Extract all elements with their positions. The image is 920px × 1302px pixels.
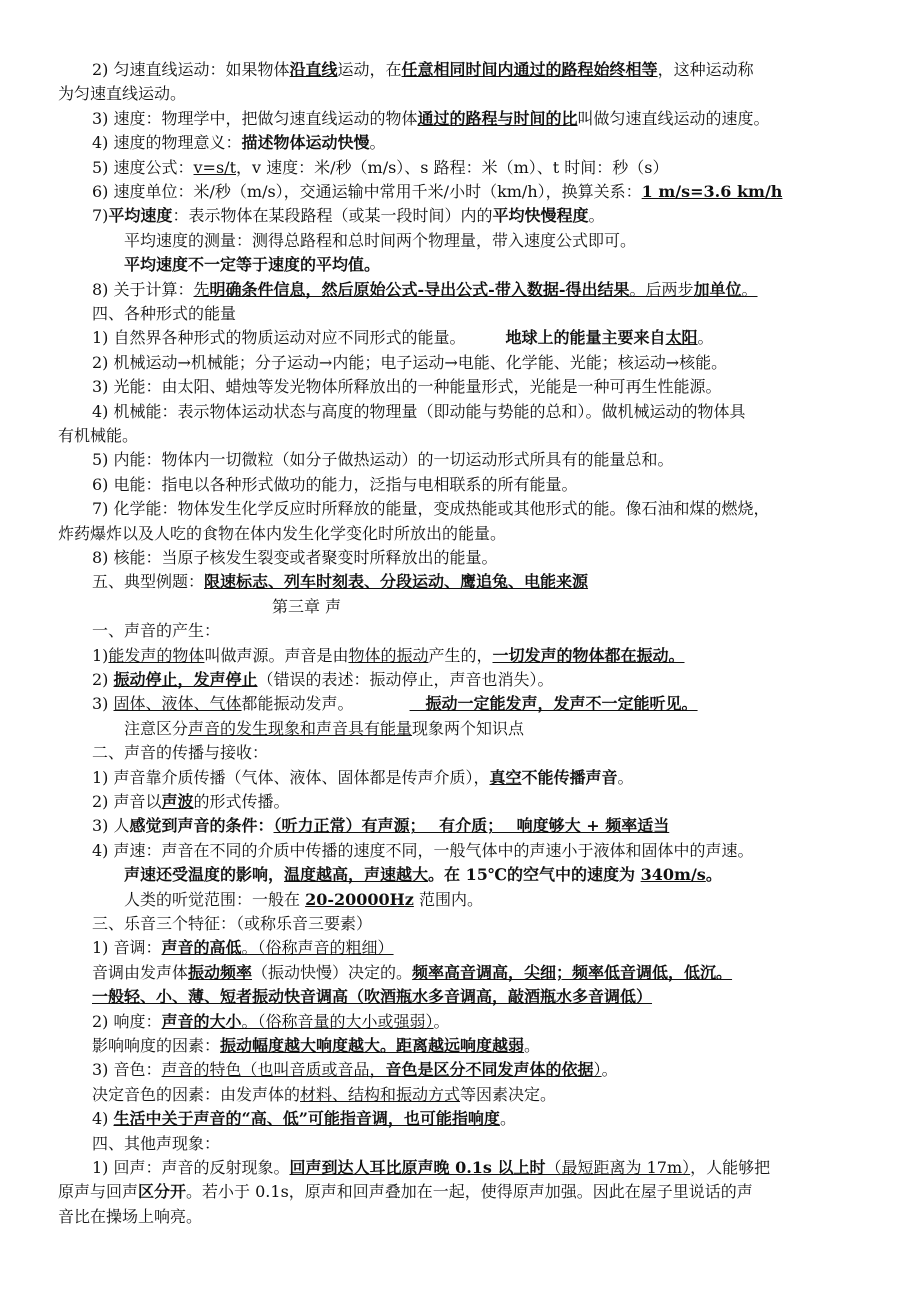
text-span: 1) 声音靠介质传播（气体、液体、固体都是传声介质）， xyxy=(92,767,490,787)
text-span: v=s/t xyxy=(193,157,236,177)
text-span: 4) 机械能：表示物体运动状态与高度的物理量（即动能与势能的总和）。做机械运动的物体具 xyxy=(92,401,746,421)
text-span: 等因素决定。 xyxy=(460,1084,557,1104)
text-line xyxy=(58,1180,920,1204)
text-span: 声音的大小 xyxy=(161,1011,242,1031)
text-span: 振动一定能发声，发声不一定能听见。 xyxy=(409,694,698,714)
text-line xyxy=(92,766,920,790)
text-span: 。后两步 xyxy=(629,279,694,299)
text-line xyxy=(92,278,920,302)
text-line xyxy=(92,107,920,131)
text-span: 有机械能。 xyxy=(58,426,139,445)
text-span: 7) xyxy=(92,206,109,226)
text-span: 2) 机械运动→机械能；分子运动→内能；电子运动→电能、化学能、光能；核运动→核能。 xyxy=(92,352,728,372)
text-line xyxy=(92,302,920,326)
text-span: ，这种运动称 xyxy=(657,60,754,79)
text-span: 为匀速直线运动。 xyxy=(58,84,187,104)
text-span: 振动幅度越大响度越大。距离越远响度越弱 xyxy=(220,1036,525,1055)
text-line xyxy=(92,473,920,497)
text-span: 声音的特色（也叫音质或音品， xyxy=(161,1060,386,1080)
text-line xyxy=(92,619,920,643)
text-line xyxy=(92,668,920,692)
text-line xyxy=(92,546,920,570)
text-span: 1) 回声：声音的反射现象。 xyxy=(92,1158,290,1177)
text-span: （听力正常）有声源； 有介质； 响度够大 + 频率适当 xyxy=(273,816,670,836)
text-span: 声音的高低 xyxy=(161,938,242,958)
text-span: 7) 化学能：物体发生化学反应时所释放的能量，变成热能或其他形式的能。像石油和煤的燃烧， xyxy=(92,499,770,519)
text-span: 真空 xyxy=(489,767,522,787)
text-span: 回声到达人耳比原声晚 0.1s 以上时 xyxy=(289,1158,546,1177)
text-span: 的形式传播。 xyxy=(193,792,290,811)
text-span: 第三章 声 xyxy=(272,596,342,616)
text-span: 8) 核能：当原子核发生裂变或者聚变时所释放出的能量。 xyxy=(92,548,498,567)
text-span: 限速标志、列车时刻表、分段运动、鹰追兔、电能来源 xyxy=(204,572,589,592)
text-span: 都能振动发声。 xyxy=(241,694,410,714)
text-span: 物体的振动 xyxy=(348,645,429,665)
text-span: 4) 速度的物理意义： xyxy=(92,133,242,153)
text-span: 运动，在 xyxy=(337,60,402,79)
text-span: 炸药爆炸以及人吃的食物在体内发生化学变化时所放出的能量。 xyxy=(58,523,507,543)
text-span: 四、其他声现象： xyxy=(92,1133,221,1153)
text-line xyxy=(92,1107,920,1131)
text-line xyxy=(124,229,920,253)
text-span: 2) 匀速直线运动：如果物体 xyxy=(92,60,290,79)
text-span: 不能传播声音 xyxy=(521,767,618,787)
text-line xyxy=(92,180,920,204)
text-span: 沿直线 xyxy=(289,60,338,79)
text-span: ，v 速度：米/秒（m/s）、s 路程：米（m）、t 时间：秒（s） xyxy=(236,157,669,177)
text-span: 一般轻、小、薄、短者振动快音调高（吹酒瓶水多音调高，敲酒瓶水多音调低） xyxy=(92,987,653,1007)
text-line xyxy=(92,912,920,936)
text-span: （最短距离为 17m） xyxy=(545,1158,691,1177)
text-line xyxy=(92,1010,920,1034)
text-span: 3) 速度：物理学中，把做匀速直线运动的物体 xyxy=(92,108,418,128)
text-span: 2) xyxy=(92,670,114,689)
text-span: 平均速度的测量：测得总路程和总时间两个物理量，带入速度公式即可。 xyxy=(124,230,637,250)
text-span: 感觉到声音的条件： xyxy=(129,816,274,836)
text-span: 1) 音调： xyxy=(92,938,162,958)
text-span: 音调由发声体 xyxy=(92,962,189,982)
text-span: 人类的听觉范围：一般在 xyxy=(124,889,306,909)
text-span: 1) xyxy=(92,645,109,665)
text-line xyxy=(92,448,920,472)
text-span: 声音的发生现象和声音具有能量 xyxy=(188,718,413,738)
text-span: 2) 响度： xyxy=(92,1011,162,1031)
text-span: （振动快慢）决定的。 xyxy=(252,962,413,982)
text-line xyxy=(92,692,920,716)
text-span: 。 xyxy=(369,133,386,153)
text-line xyxy=(92,58,920,82)
text-span: 一、声音的产生： xyxy=(92,621,221,641)
text-line xyxy=(92,131,920,155)
text-span: 叫做匀速直线运动的速度。 xyxy=(577,108,770,128)
text-line xyxy=(92,326,920,350)
text-span: 注意区分 xyxy=(124,718,189,738)
text-span: 区分开 xyxy=(138,1182,187,1202)
text-span: 4) 声速：声音在不同的介质中传播的速度不同，一般气体中的声速小于液体和固体中的声速。 xyxy=(92,840,754,860)
text-line xyxy=(58,82,920,106)
text-line xyxy=(92,1083,920,1107)
text-span: 描述物体运动快慢 xyxy=(241,133,370,153)
text-span: 叫做声源。声音是由 xyxy=(204,645,349,665)
text-span: 3) 光能：由太阳、蜡烛等发光物体所释放出的一种能量形式，光能是一种可再生性能源。 xyxy=(92,377,722,397)
text-span: 材料、结构和振动方式 xyxy=(300,1084,461,1104)
text-span: 平均快慢程度 xyxy=(492,206,589,226)
text-span: 温度越高，声速越大 xyxy=(284,865,429,885)
text-span: 三、乐音三个特征：（或称乐音三要素） xyxy=(92,914,373,933)
text-span: 3) 人 xyxy=(92,816,130,836)
text-span: 。 xyxy=(588,206,605,226)
text-span: 任意相同时间内通过的路程始终相等 xyxy=(401,60,658,79)
text-span: 频率高音调高，尖细；频率低音调低，低沉。 xyxy=(412,962,733,982)
text-span: 平均速度不一定等于速度的平均值。 xyxy=(124,255,381,275)
text-span: 平均速度 xyxy=(108,206,173,226)
text-span: 。 xyxy=(697,328,714,348)
text-span: 。 xyxy=(601,1060,618,1080)
text-line xyxy=(58,424,920,448)
text-line xyxy=(92,1132,920,1156)
text-span: 。在 15℃的空气中的速度为 xyxy=(428,865,641,885)
text-span: ：表示物体在某段路程（或某一段时间）内的 xyxy=(172,206,493,226)
text-span: 一切发声的物体都在振动。 xyxy=(492,645,685,665)
text-span: 6) 电能：指电以各种形式做功的能力，泛指与电相联系的所有能量。 xyxy=(92,474,578,494)
text-line xyxy=(92,497,920,521)
text-line xyxy=(92,570,920,594)
text-span: 振动停止，发声停止 xyxy=(113,670,258,689)
text-span: 音比在操场上响亮。 xyxy=(58,1206,203,1226)
text-line xyxy=(124,863,920,887)
text-span: 加单位 xyxy=(693,279,742,299)
text-span: 340m/s xyxy=(640,865,706,885)
text-span: 。 xyxy=(433,1011,450,1031)
text-span: 二、声音的传播与接收： xyxy=(92,743,269,763)
text-line xyxy=(124,717,920,741)
text-span: 。 xyxy=(617,767,634,787)
text-span: 5) 速度公式： xyxy=(92,157,194,177)
text-span: 影响响度的因素： xyxy=(92,1036,221,1055)
text-span: 生活中关于声音的“高、低”可能指音调，也可能指响度 xyxy=(113,1109,500,1129)
text-span: 3) xyxy=(92,694,114,714)
text-span: 1) 自然界各种形式的物质运动对应不同形式的能量。 xyxy=(92,328,506,348)
text-span: 2) 声音以 xyxy=(92,792,162,811)
text-span: 音色是区分不同发声体的依据 xyxy=(385,1060,594,1080)
text-line xyxy=(92,1156,920,1180)
text-span: 原声与回声 xyxy=(58,1182,139,1202)
text-span: ） xyxy=(593,1060,602,1080)
text-span: 。 xyxy=(524,1036,541,1055)
text-span: ，人能够把 xyxy=(690,1158,771,1177)
text-span: 。（俗称音量的大小或强弱） xyxy=(241,1011,434,1031)
text-line xyxy=(92,375,920,399)
text-span: 四、各种形式的能量 xyxy=(92,304,237,323)
text-span: 声速还受温度的影响， xyxy=(124,865,285,885)
text-span: 明确条件信息，然后原始公式-导出公式-带入数据-得出结果 xyxy=(209,279,630,299)
text-span: 。若小于 0.1s，原声和回声叠加在一起，使得原声加强。因此在屋子里说话的声 xyxy=(186,1182,753,1202)
text-span: 1 m/s=3.6 km/h xyxy=(641,182,783,201)
text-span: 8) 关于计算： xyxy=(92,279,194,299)
text-span: 产生的， xyxy=(428,645,493,665)
text-line xyxy=(92,985,920,1009)
text-span: 五、典型例题： xyxy=(92,572,205,592)
text-span: （错误的表述：振动停止，声音也消失）。 xyxy=(257,670,554,689)
text-line xyxy=(92,741,920,765)
text-span: 声波 xyxy=(161,792,194,811)
text-span: 5) 内能：物体内一切微粒（如分子做热运动）的一切运动形式所具有的能量总和。 xyxy=(92,450,674,470)
text-span: 固体、液体、气体 xyxy=(113,694,242,714)
text-line xyxy=(92,961,920,985)
text-span: 3) 音色： xyxy=(92,1060,162,1080)
text-span: 范围内。 xyxy=(413,889,483,909)
text-line xyxy=(92,351,920,375)
text-line xyxy=(92,204,920,228)
text-line xyxy=(92,156,920,180)
text-line xyxy=(124,253,920,277)
text-line xyxy=(272,595,920,619)
text-line xyxy=(92,790,920,814)
text-span: 4) xyxy=(92,1109,114,1129)
text-span: 20-20000Hz xyxy=(305,889,414,909)
text-line xyxy=(92,814,920,838)
text-line xyxy=(58,522,920,546)
text-line xyxy=(92,839,920,863)
text-span: 。 xyxy=(499,1109,516,1129)
text-line xyxy=(124,888,920,912)
text-span: 。 xyxy=(705,865,722,885)
text-span: 决定音色的因素：由发声体的 xyxy=(92,1084,301,1104)
text-line xyxy=(92,400,920,424)
text-span: 振动频率 xyxy=(188,962,253,982)
text-span: 太阳 xyxy=(665,328,698,348)
text-line xyxy=(92,1034,920,1058)
text-line xyxy=(58,1205,920,1229)
text-line xyxy=(92,1058,920,1082)
text-line xyxy=(92,936,920,960)
text-line xyxy=(92,644,920,668)
text-span: 先 xyxy=(193,279,210,299)
text-span: 地球上的能量主要来自 xyxy=(505,328,666,348)
text-span: 。 xyxy=(741,279,758,299)
text-span: 6) 速度单位：米/秒（m/s），交通运输中常用千米/小时（km/h），换算关系： xyxy=(92,182,642,201)
text-span: 。（俗称声音的粗细） xyxy=(241,938,394,958)
text-span: 能发声的物体 xyxy=(108,645,205,665)
text-span: 现象两个知识点 xyxy=(412,718,525,738)
text-span: 通过的路程与时间的比 xyxy=(417,108,578,128)
